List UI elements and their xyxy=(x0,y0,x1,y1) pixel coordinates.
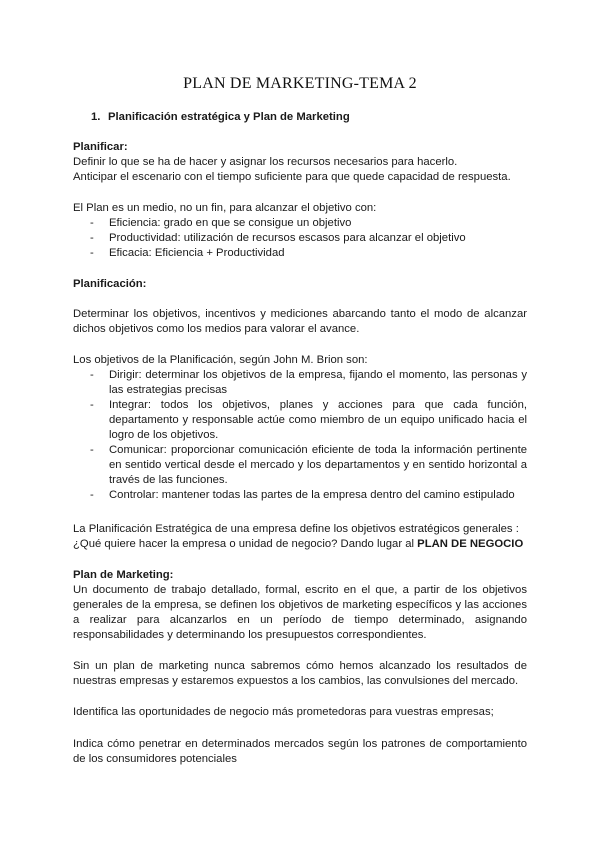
plan-medio-list xyxy=(90,216,527,261)
plan-medio-intro: El Plan es un medio, no un fin, para alcanzar el objetivo con: xyxy=(73,202,377,214)
list-item: - Eficiencia: grado en que se consigue un objetivo xyxy=(90,216,527,231)
plan-medio-block xyxy=(73,201,527,261)
planificar-heading: Planificar: xyxy=(73,141,128,153)
paragraph-1: Sin un plan de marketing nunca sabremos cómo hemos alcanzado los resultados de nuestras empresas y estaremos expuestos a los cambios, las convulsiones del mercado. xyxy=(73,660,527,687)
list-item: - Controlar: mantener todas las partes de la empresa dentro del camino estipulado xyxy=(90,488,527,503)
estrategica-block xyxy=(73,522,527,552)
list-item: - Dirigir: determinar los objetivos de la empresa, fijando el momento, las personas y las estrategias precisas xyxy=(90,368,527,398)
estrategica-line-2-prefix: ¿Qué quiere hacer la empresa o unidad de negocio? Dando lugar al xyxy=(73,538,418,550)
paragraph-1-block xyxy=(73,659,527,689)
list-item: - Integrar: todos los objetivos, planes y acciones para que cada función, departamento y responsable actúe como miembro de un equipo unificado hacia el logro de los objetivos. xyxy=(90,398,527,443)
planificar-line-2: Anticipar el escenario con el tiempo suficiente para que quede capacidad de respuesta. xyxy=(73,171,511,183)
planificacion-text: Determinar los objetivos, incentivos y mediciones abarcando tanto el modo de alcanzar dichos objetivos como los medios para valorar el avance. xyxy=(73,308,527,335)
planificacion-text-block xyxy=(73,307,527,337)
estrategica-line-2 xyxy=(73,537,527,552)
planificacion-heading: Planificación: xyxy=(73,278,147,290)
objetivos-list xyxy=(90,368,527,503)
planificar-line-1: Definir lo que se ha de hacer y asignar los recursos necesarios para hacerlo. xyxy=(73,156,458,168)
paragraph-2: Identifica las oportunidades de negocio más prometedoras para vuestras empresas; xyxy=(73,706,494,718)
objetivos-intro: Los objetivos de la Planificación, según John M. Brion son: xyxy=(73,354,368,366)
list-item: - Eficacia: Eficiencia + Productividad xyxy=(90,246,527,261)
section-number: 1. xyxy=(91,111,101,123)
objetivos-block xyxy=(73,353,527,503)
planificacion-heading-block xyxy=(73,277,527,292)
planificar-block xyxy=(73,140,527,185)
paragraph-3-block xyxy=(73,737,527,767)
plan-marketing-block xyxy=(73,568,527,643)
estrategica-line-1: La Planificación Estratégica de una empresa define los objetivos estratégicos generales : xyxy=(73,523,519,535)
section-title: Planificación estratégica y Plan de Marketing xyxy=(108,111,350,123)
plan-marketing-heading: Plan de Marketing: xyxy=(73,569,174,581)
plan-marketing-text: Un documento de trabajo detallado, formal, escrito en el que, a partir de los objetivos generales de la empresa, se definen los objetivos de marketing específicos y las acciones a realizar para alcanzarlos en un período de tiempo determinado, asignando responsabilidades y determinando los presupuestos correspondientes. xyxy=(73,584,527,641)
paragraph-3: Indica cómo penetrar en determinados mercados según los patrones de comportamiento de los consumidores potenciales xyxy=(73,738,527,765)
section-heading xyxy=(91,110,350,125)
list-item: - Comunicar: proporcionar comunicación eficiente de toda la información pertinente en sentido vertical desde el mercado y los departamentos y en sentido horizontal a través de las funciones. xyxy=(90,443,527,488)
plan-de-negocio-label: PLAN DE NEGOCIO xyxy=(417,538,524,550)
list-item: - Productividad: utilización de recursos escasos para alcanzar el objetivo xyxy=(90,231,527,246)
page-title: PLAN DE MARKETING-TEMA 2 xyxy=(183,75,417,92)
paragraph-2-block xyxy=(73,705,527,720)
